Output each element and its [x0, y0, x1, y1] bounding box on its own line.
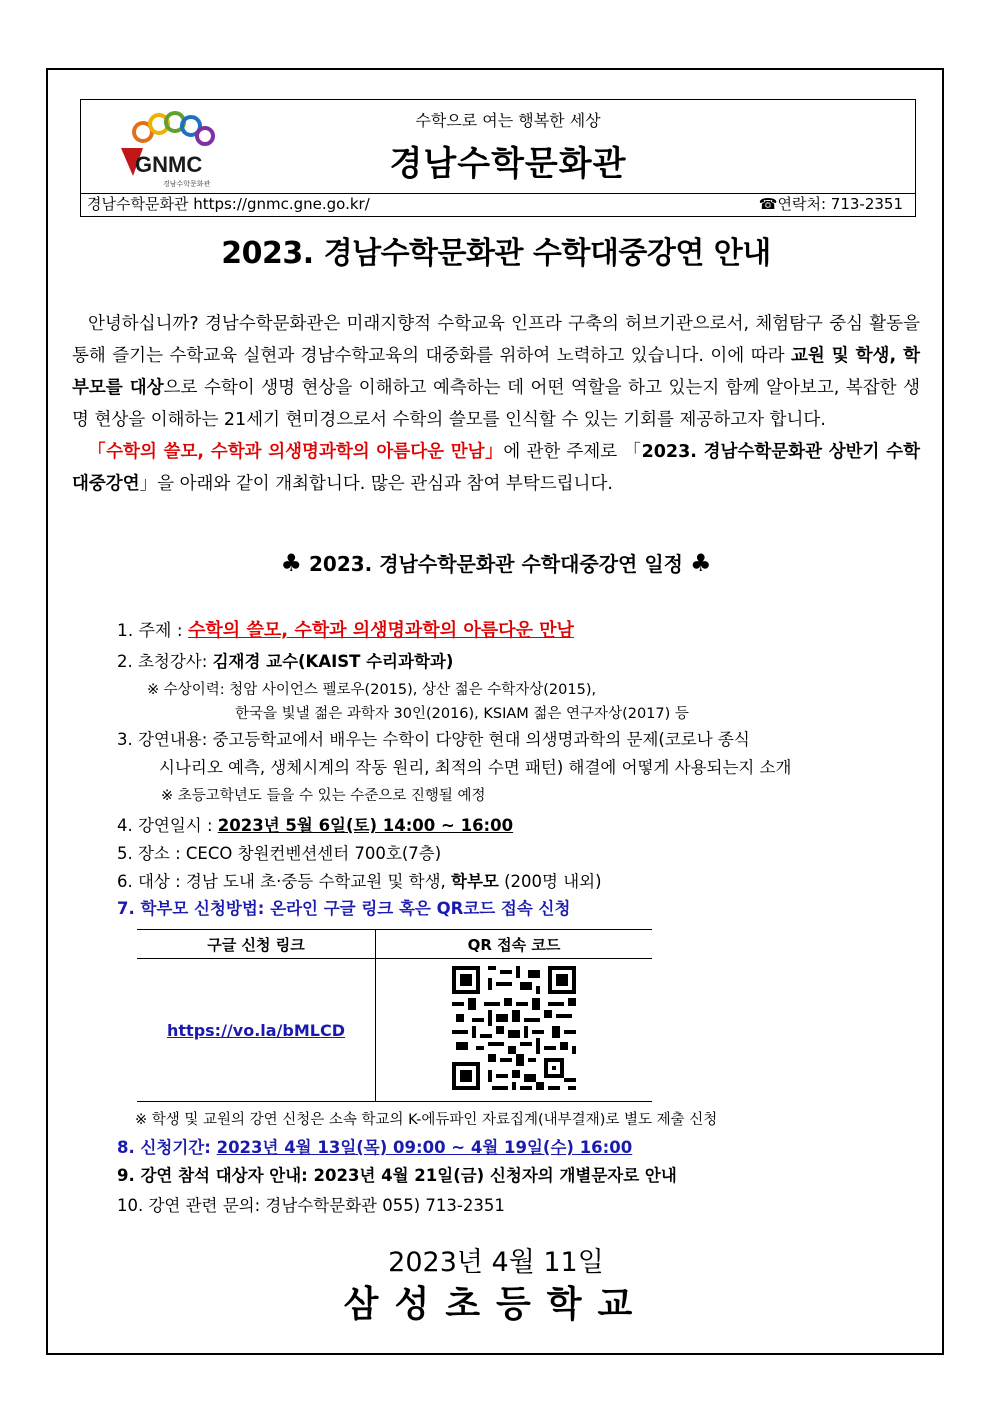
letterhead-strip: [81, 193, 915, 216]
item-target-a: 6. 대상 : 경남 도내 초·중등 수학교원 및 학생,: [117, 872, 452, 891]
club-icon: ♣: [689, 549, 712, 577]
item-target-b: (200명 내외): [498, 872, 602, 891]
item-datetime: [117, 812, 513, 836]
item-topic: [117, 616, 574, 642]
intro-p2-red: 「수학의 쓸모, 수학과 의생명과학의 아름다운 만남」: [88, 442, 504, 462]
intro-text: [72, 308, 920, 500]
item-content-1: 3. 강연내용: 중고등학교에서 배우는 수학이 다양한 현대 의생명과학의 문제(코로나 종식: [117, 730, 750, 749]
item-speaker-value: 김재경 교수(KAIST 수리과학과): [212, 652, 454, 671]
schedule-heading: [0, 548, 992, 577]
item-topic-value: 수학의 쓸모, 수학과 의생명과학의 아름다운 만남: [188, 620, 574, 641]
col-qr-code: QR 접속 코드: [376, 930, 653, 959]
qr-cell: [376, 959, 653, 1102]
google-form-link[interactable]: https://vo.la/bMLCD: [167, 1020, 345, 1040]
item-content-2: 시나리오 예측, 생체시계의 작동 원리, 최적의 수면 패턴) 해결에 어떻게 사용되는지 소개: [159, 758, 792, 777]
logo-subtext: 경남수학문화관: [163, 180, 211, 188]
item-target: [117, 868, 602, 892]
contact-label: ☎연락처: 713-2351: [758, 195, 903, 213]
qr-code-icon[interactable]: [448, 962, 580, 1094]
item-speaker: [117, 648, 453, 672]
school-name: 삼성초등학교: [343, 1284, 649, 1325]
intro-p1-bold: 교원 및 학생, 학부모를 대상: [72, 346, 921, 398]
issue-date: 2023년 4월 11일: [388, 1247, 604, 1278]
intro-paragraph-2: [72, 436, 920, 500]
item-datetime-label: 4. 강연일시 :: [117, 816, 218, 835]
intro-p2-a: 에 관한 주제로 「: [503, 442, 642, 462]
logo-text: GNMC: [135, 152, 203, 177]
item-apply-period-value: 2023년 4월 13일(목) 09:00 ~ 4월 19일(수) 16:00: [216, 1138, 633, 1157]
item-content-note: ※ 초등고학년도 들을 수 있는 수준으로 진행될 예정: [161, 788, 486, 804]
intro-p2-b: 」을 아래와 같이 개최합니다. 많은 관심과 참여 부탁드립니다.: [139, 474, 613, 494]
item-topic-label: 1. 주제 :: [117, 621, 189, 641]
intro-p1-b: 으로 수학이 생명 현상을 이해하고 예측하는 데 어떤 역할을 하고 있는지 함께 알아보고, 복잡한 생명 현상을 이해하는 21세기 현미경으로서 수학의 쓸모를 인식할 수 있는 기회를 제공하고자 합니다.: [72, 378, 920, 430]
item-notice: 9. 강연 참석 대상자 안내: 2023년 4월 21일(금) 신청자의 개별문자로 안내: [117, 1166, 677, 1185]
item-apply-method: 7. 학부모 신청방법: 온라인 구글 링크 혹은 QR코드 접속 신청: [117, 899, 571, 918]
item-apply-period-label: 8. 신청기간:: [117, 1138, 217, 1157]
club-icon: ♣: [280, 549, 303, 577]
slogan: 수학으로 여는 행복한 세상: [415, 111, 601, 130]
item-speaker-label: 2. 초청강사:: [117, 652, 213, 671]
site-label[interactable]: 경남수학문화관 https://gnmc.gne.go.kr/: [87, 195, 370, 213]
link-cell: [137, 959, 376, 1102]
apply-table: [137, 929, 652, 1102]
intro-p1-a: 안녕하십니까? 경남수학문화관은 미래지향적 수학교육 인프라 구축의 허브기관으로서, 체험탐구 중심 활동을 통해 즐기는 수학교육 실현과 경남수학교육의 대중화를 위하여 노력하고 있습니다. 이에 따라: [72, 314, 920, 366]
org-name: 경남수학문화관: [389, 144, 627, 184]
col-google-link: 구글 신청 링크: [137, 930, 376, 959]
item-apply-period: [117, 1134, 632, 1158]
speaker-awards-2: 한국을 빛낼 젊은 과학자 30인(2016), KSIAM 젊은 연구자상(2017) 등: [235, 706, 689, 722]
intro-p2-bold: 2023. 경남수학문화관 상반기 수학대중강연: [72, 442, 920, 494]
item-target-bold: 학부모: [451, 872, 499, 891]
apply-note: ※ 학생 및 교원의 강연 신청은 소속 학교의 K-에듀파인 자료집계(내부결재)로 별도 제출 신청: [135, 1112, 718, 1128]
item-inquiry: 10. 강연 관련 문의: 경남수학문화관 055) 713-2351: [117, 1196, 505, 1215]
speaker-awards-1: ※ 수상이력: 청암 사이언스 펠로우(2015), 상산 젊은 수학자상(2015),: [147, 682, 597, 698]
intro-paragraph-1: [72, 308, 920, 436]
document-title: 2023. 경남수학문화관 수학대중강연 안내: [221, 236, 771, 271]
item-datetime-value: 2023년 5월 6일(토) 14:00 ~ 16:00: [217, 816, 514, 835]
letterhead: [80, 99, 916, 217]
item-venue: 5. 장소 : CECO 창원컨벤션센터 700호(7층): [117, 844, 442, 863]
schedule-title: 2023. 경남수학문화관 수학대중강연 일정: [309, 552, 683, 576]
